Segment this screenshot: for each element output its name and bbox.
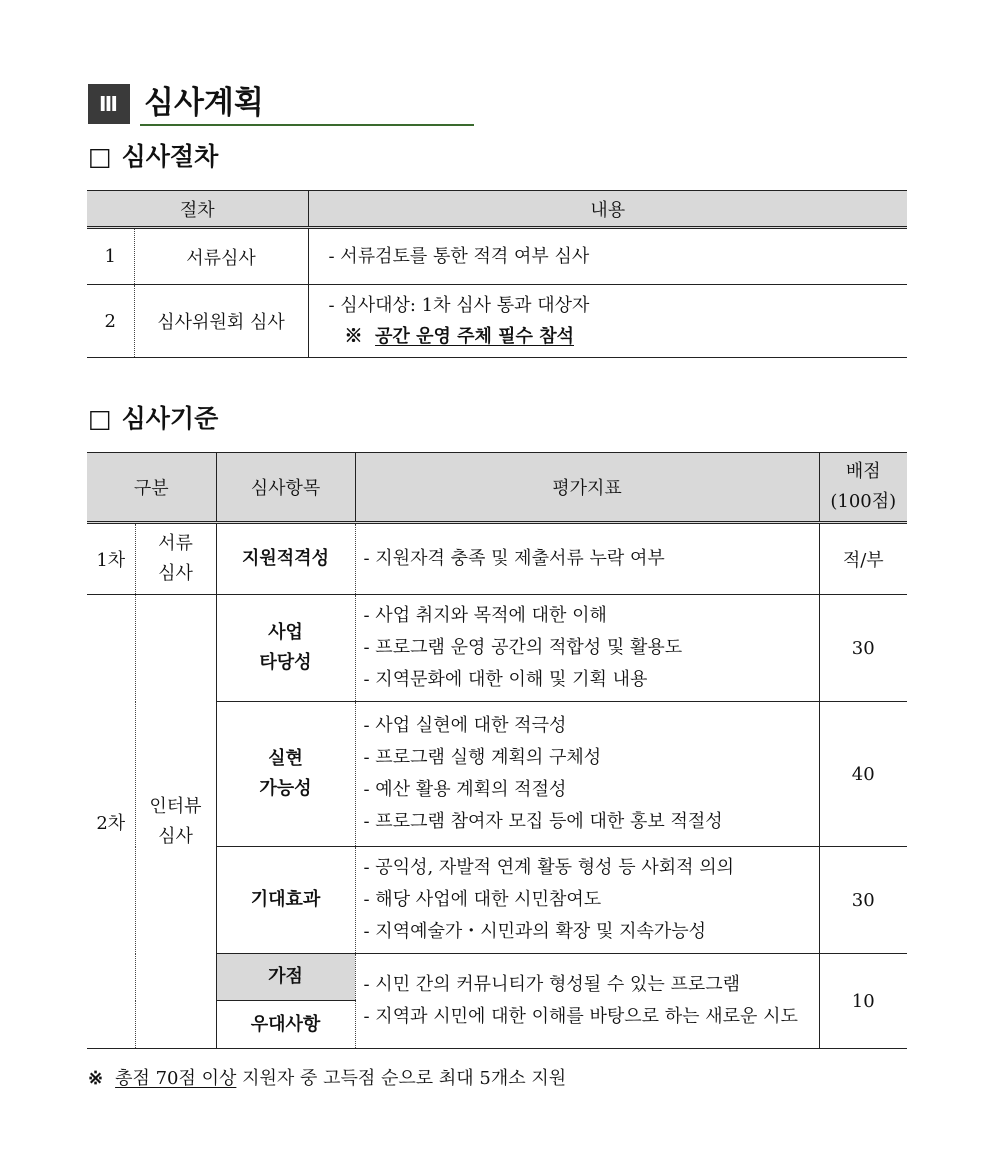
criteria-item-bonus: 가점 <box>216 954 355 1001</box>
indicator-line: - 공익성, 자발적 연계 활동 형성 등 사회적 의의 <box>363 857 735 878</box>
criteria-stage: 2차 <box>87 595 135 1049</box>
section-title-underline <box>140 124 474 126</box>
procedure-row <box>87 228 907 285</box>
procedure-row-step: 심사위원회 심사 <box>134 285 308 358</box>
criteria-stage: 1차 <box>87 523 135 595</box>
procedure-heading-text: 심사절차 <box>121 142 219 171</box>
criteria-indicators <box>355 702 819 847</box>
criteria-item <box>216 595 355 702</box>
criteria-indicators <box>355 847 819 954</box>
procedure-table <box>87 190 907 358</box>
criteria-heading <box>88 403 218 435</box>
indicator-line: - 프로그램 실행 계획의 구체성 <box>363 747 602 768</box>
procedure-row-content <box>308 228 907 285</box>
procedure-row-content <box>308 285 907 358</box>
indicator-line: - 프로그램 운영 공간의 적합성 및 활용도 <box>363 637 683 658</box>
criteria-heading-text: 심사기준 <box>121 404 219 433</box>
procedure-header-step: 절차 <box>87 191 308 228</box>
footnote-text: 지원자 중 고득점 순으로 최대 5개소 지원 <box>236 1068 567 1089</box>
indicator-line: - 지원자격 충족 및 제출서류 누락 여부 <box>363 548 665 569</box>
criteria-header-row <box>87 453 907 523</box>
criteria-method-line2: 심사 <box>158 825 193 847</box>
criteria-item-line2: 타당성 <box>259 652 312 673</box>
footnote <box>88 1065 566 1093</box>
criteria-score: 적/부 <box>819 523 907 595</box>
criteria-score: 30 <box>819 847 907 954</box>
indicator-line: - 해당 사업에 대한 시민참여도 <box>363 889 602 910</box>
indicator-line: - 사업 실현에 대한 적극성 <box>363 715 567 736</box>
criteria-item-line1: 실현 <box>268 748 303 769</box>
note-mark: ※ <box>344 326 363 347</box>
criteria-header-score-line1: 배점 <box>845 461 881 482</box>
criteria-header-gubun: 구분 <box>87 453 216 523</box>
procedure-content-line: - 서류검토를 통한 적격 여부 심사 <box>328 246 590 267</box>
indicator-line: - 지역문화에 대한 이해 및 기획 내용 <box>363 669 648 690</box>
criteria-item: 지원적격성 <box>216 523 355 595</box>
section-title: 심사계획 <box>144 85 264 121</box>
indicator-line: - 사업 취지와 목적에 대한 이해 <box>363 605 607 626</box>
criteria-score: 40 <box>819 702 907 847</box>
indicator-line: - 지역과 시민에 대한 이해를 바탕으로 하는 새로운 시도 <box>363 1006 798 1027</box>
indicator-line: - 시민 간의 커뮤니티가 형성될 수 있는 프로그램 <box>363 974 741 995</box>
criteria-item <box>216 702 355 847</box>
procedure-heading <box>88 141 218 173</box>
procedure-row <box>87 285 907 358</box>
criteria-header-score <box>819 453 907 523</box>
criteria-item-preference: 우대사항 <box>216 1001 355 1049</box>
criteria-method-line1: 인터뷰 <box>149 795 202 817</box>
section-number-badge: Ⅲ <box>88 84 130 124</box>
procedure-row-step: 서류심사 <box>134 228 308 285</box>
criteria-score: 30 <box>819 595 907 702</box>
procedure-note <box>329 321 908 352</box>
criteria-row-stage1 <box>87 523 907 595</box>
footnote-underlined: 총점 70점 이상 <box>115 1068 237 1089</box>
criteria-header-score-line2: (100점) <box>830 491 897 512</box>
checkbox-square-icon: □ <box>88 142 112 171</box>
procedure-content-line: - 심사대상: 1차 심사 통과 대상자 <box>328 295 590 316</box>
section-header <box>88 84 474 126</box>
procedure-header-row <box>87 191 907 228</box>
criteria-score: 10 <box>819 954 907 1049</box>
criteria-header-indicator: 평가지표 <box>355 453 819 523</box>
criteria-item-line2: 가능성 <box>259 778 312 799</box>
criteria-row-feasibility <box>87 595 907 702</box>
criteria-item: 기대효과 <box>216 847 355 954</box>
procedure-note-text: 공간 운영 주체 필수 참석 <box>375 326 574 347</box>
procedure-row-number: 1 <box>87 228 134 285</box>
criteria-indicators <box>355 523 819 595</box>
indicator-line: - 예산 활용 계획의 적절성 <box>363 779 567 800</box>
indicator-line: - 프로그램 참여자 모집 등에 대한 홍보 적절성 <box>363 811 723 832</box>
footnote-mark: ※ <box>88 1068 104 1089</box>
criteria-item-line1: 사업 <box>268 622 303 643</box>
criteria-header-item: 심사항목 <box>216 453 355 523</box>
indicator-line: - 지역예술가・시민과의 확장 및 지속가능성 <box>363 921 707 942</box>
checkbox-square-icon: □ <box>88 404 112 433</box>
criteria-method-line2: 심사 <box>158 563 193 584</box>
criteria-method <box>135 523 216 595</box>
criteria-indicators <box>355 954 819 1049</box>
criteria-method <box>135 595 216 1049</box>
criteria-method-line1: 서류 <box>158 533 193 554</box>
criteria-indicators <box>355 595 819 702</box>
criteria-table <box>87 452 907 1049</box>
procedure-header-content: 내용 <box>308 191 907 228</box>
procedure-row-number: 2 <box>87 285 134 358</box>
